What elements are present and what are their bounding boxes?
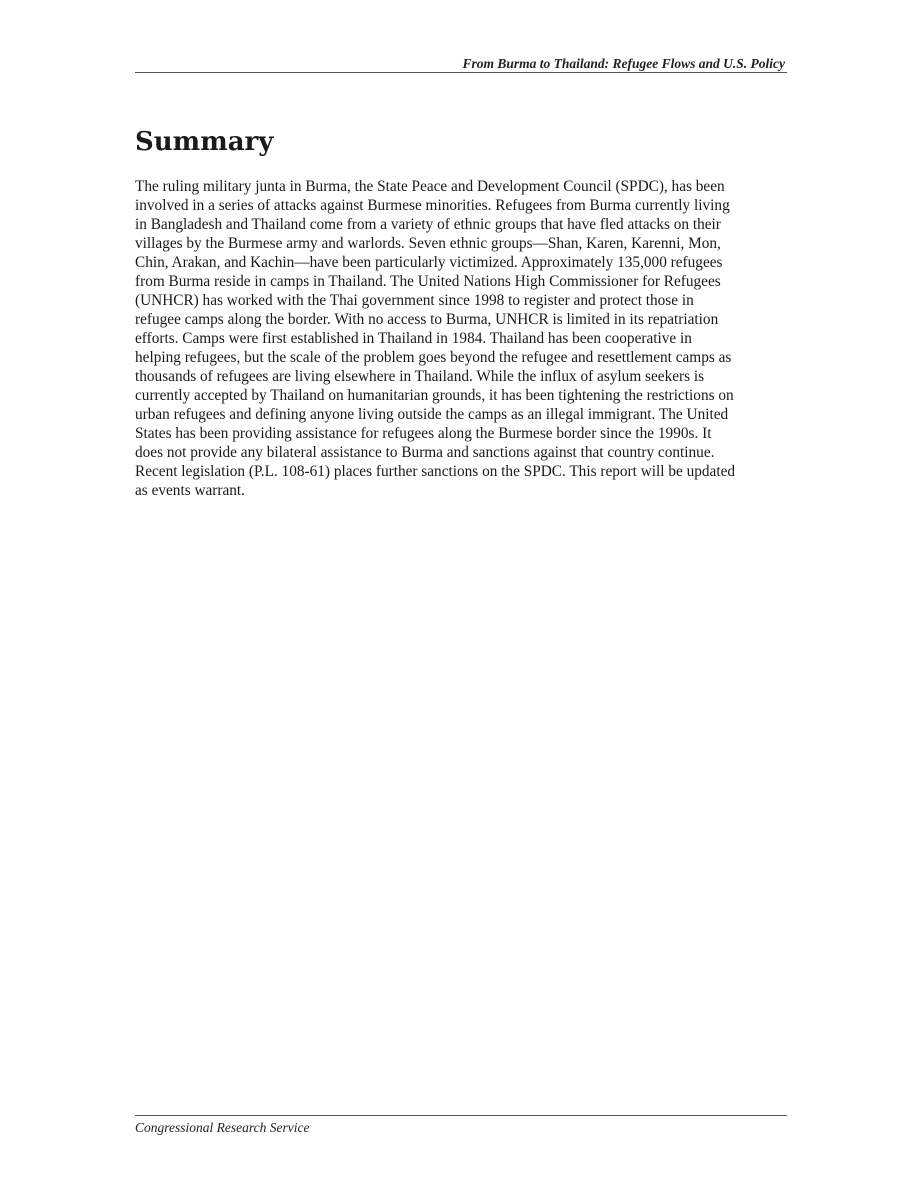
- summary-paragraph: The ruling military junta in Burma, the State Peace and Development Council (SPDC), has been involved in a series of attacks against Burmese minorities. Refugees from Burma currently living in Bangladesh and Thailand come from a variety of ethnic groups that have fled attacks on their villages by the Burmese army and warlords. Seven ethnic groups—Shan, Karen, Karenni, Mon, Chin, Arakan, and Kachin—have been particularly victimized. Approximately 135,000 refugees from Burma reside in camps in Thailand. The United Nations High Commissioner for Refugees (UNHCR) has worked with the Thai government since 1998 to register and protect those in refugee camps along the border. With no access to Burma, UNHCR is limited in its repatriation efforts. Camps were first established in Thailand in 1984. Thailand has been cooperative in helping refugees, but the scale of the problem goes beyond the refugee and resettlement camps as thousands of refugees are living elsewhere in Thailand. While the influx of asylum seekers is currently accepted by Thailand on humanitarian grounds, it has been tightening the restrictions on urban refugees and defining anyone living outside the camps as an illegal immigrant. The United States has been providing assistance for refugees along the Burmese border since the 1990s. It does not provide any bilateral assistance to Burma and sanctions against that country continue. Recent legislation (P.L. 108-61) places further sanctions on the SPDC. This report will be updated as events warrant.: [135, 178, 736, 499]
- page-title: Summary: [135, 127, 274, 157]
- footer-divider: [135, 1115, 787, 1116]
- running-footer: Congressional Research Service: [135, 1120, 310, 1135]
- header-divider: [135, 72, 787, 73]
- running-header: From Burma to Thailand: Refugee Flows and U.S. Policy: [462, 56, 785, 71]
